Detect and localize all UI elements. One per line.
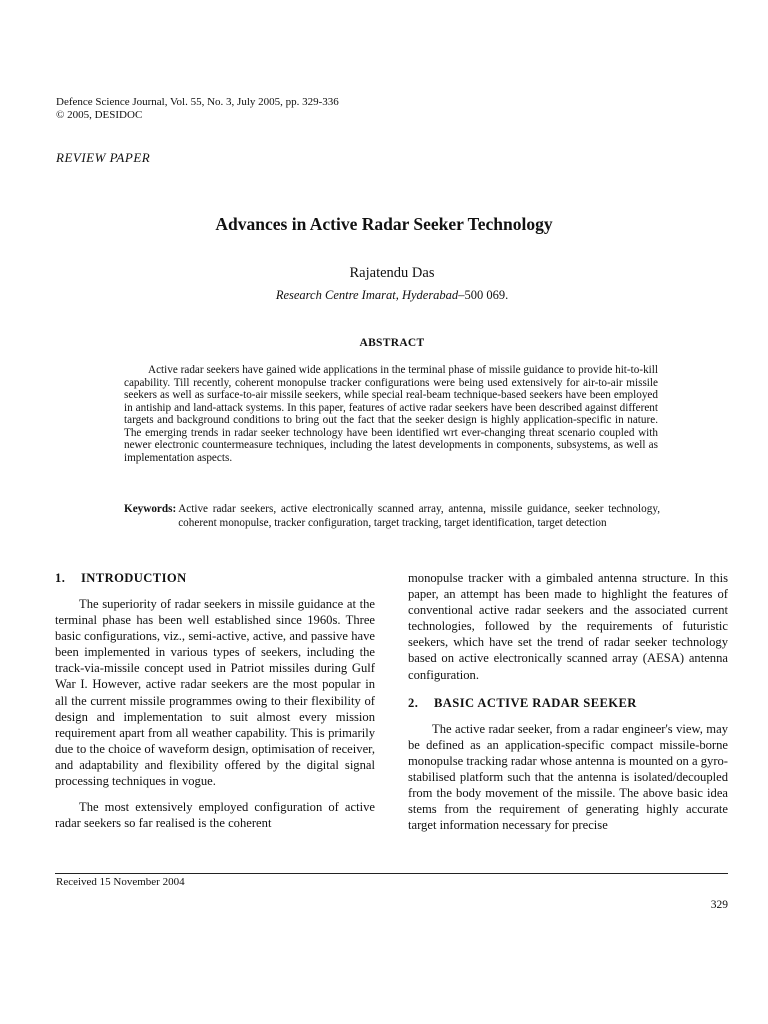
- intro-paragraph-1: The superiority of radar seekers in missile guidance at the terminal phase has been well established since 1960s. Three basic configurations, viz., semi-active, active, and passive have been implemented in various types of seekers, including the track-via-missile concept used in Patriot missiles during Gulf War I. However, active radar seekers are the most popular in all the current missile programmes owing to their flexibility of design and implementation to suit almost every mission requirement apart from all weather capability. This is primarily due to the choice of waveform design, optimisation of receiver, and adaptability and flexibility offered by the digital signal processing techniques in vogue.: [55, 597, 375, 789]
- paper-type-label: REVIEW PAPER: [56, 150, 151, 165]
- section-title: BASIC ACTIVE RADAR SEEKER: [434, 695, 637, 710]
- section-number: 1.: [55, 571, 66, 585]
- author-affiliation: [0, 288, 768, 303]
- paper-title: Advances in Active Radar Seeker Technology: [215, 214, 553, 234]
- keywords-label: Keywords:: [124, 503, 177, 515]
- left-column: [55, 570, 375, 831]
- page-number: 329: [710, 899, 728, 911]
- section-heading-basic-active-radar-seeker: [408, 695, 728, 711]
- right-column: [408, 570, 728, 833]
- intro-paragraph-2-continued: monopulse tracker with a gimbaled antenna structure. In this paper, an attempt has been made to highlight the features of conventional active radar seekers and the associated current technologies, followed by the requirements of futuristic seekers, which have set the trend of radar seeker technology based on active electronically scanned array (AESA) antenna configuration.: [408, 571, 728, 682]
- intro-paragraph-2: The most extensively employed configuration of active radar seekers so far realised is the coherent: [55, 800, 375, 831]
- abstract-text: Active radar seekers have gained wide applications in the terminal phase of missile guidance to provide hit-to-kill capability. Till recently, coherent monopulse tracker configurations were being used extensively for air-to-air missile seekers as well as surface-to-air missile seekers, while special real-beam technique-based seekers have been employed in antiship and land-attack systems. In this paper, features of active radar seekers have been described against different targets and background conditions to bring out the fact that the seeker design is highly application-specific in nature. The emerging trends in radar seeker technology have been identified wrt ever-changing threat scenario coupled with newer electronic countermeasure techniques, including the latest developments in components, subsystems, as well as implementation aspects.: [124, 364, 658, 464]
- keywords-block: [124, 503, 660, 530]
- section-title: INTRODUCTION: [81, 571, 187, 585]
- section-number: 2.: [408, 695, 419, 710]
- footer-divider: [55, 873, 728, 874]
- basic-paragraph-1: The active radar seeker, from a radar engineer's view, may be defined as an application-specific compact missile-borne monopulse tracking radar whose antenna is mounted on a gyro-stabilised platform such that the antenna is isolated/decoupled from the body movement of the missile. The above basic idea stems from the requirement of generating highly accurate target information necessary for precise: [408, 721, 729, 833]
- journal-info: [56, 96, 339, 122]
- copyright-notice: © 2005, DESIDOC: [56, 109, 143, 121]
- section-heading-introduction: [55, 570, 375, 586]
- received-date: Received 15 November 2004: [56, 876, 185, 888]
- affiliation-org: Research Centre Imarat, Hyderabad: [275, 288, 459, 302]
- journal-citation: Defence Science Journal, Vol. 55, No. 3, July 2005, pp. 329-336: [56, 96, 339, 108]
- affiliation-pin: –500 069.: [458, 288, 509, 302]
- author-name: Rajatendu Das: [349, 265, 435, 281]
- keywords-text: Active radar seekers, active electronically scanned array, antenna, missile guidance, seeker technology, coherent monopulse, tracker configuration, target tracking, target identification, target detection: [178, 503, 660, 529]
- abstract-heading: ABSTRACT: [359, 337, 425, 349]
